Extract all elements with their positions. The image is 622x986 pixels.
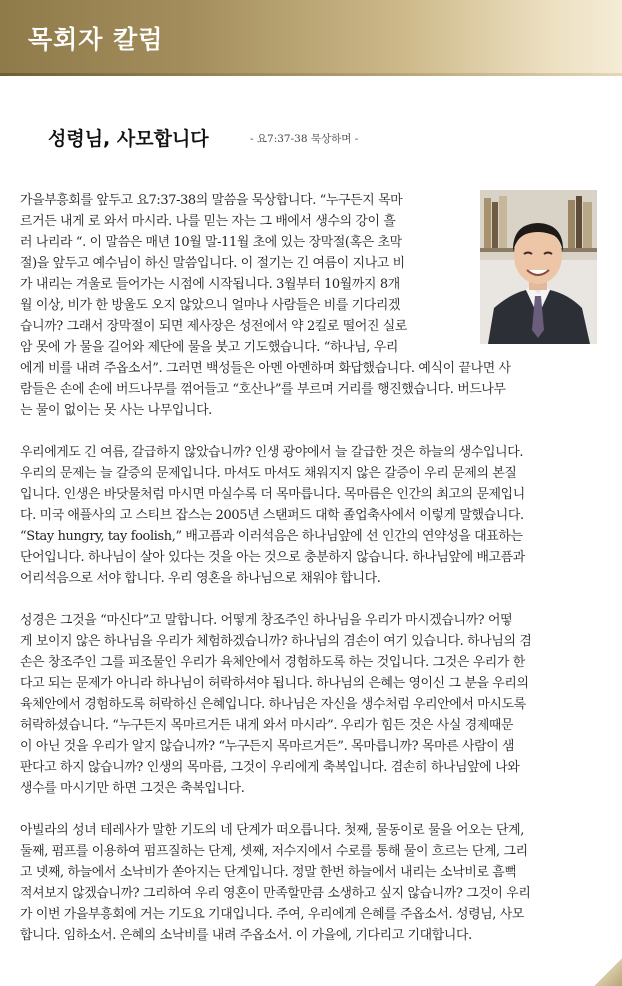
- text-line: 어리석음으로 서야 합니다. 우리 영혼을 하나님으로 채워야 합니다.: [20, 571, 381, 586]
- header-band: [0, 0, 622, 76]
- text-line: 람들은 손에 손에 버드나무를 꺾어들고 “호산나”를 부르며 거리를 행진했습니다. 버드나무: [20, 382, 506, 397]
- text-line: 고 넷째, 하늘에서 소낙비가 쏟아지는 단계입니다. 정말 한번 하늘에서 내리는 소낙비로 흠뻑: [20, 865, 517, 880]
- text-line: 습니까? 그래서 장막절이 되면 제사장은 성전에서 약 2킬로 떨어진 실로: [20, 319, 408, 334]
- text-line: 아빌라의 성녀 테레사가 말한 기도의 네 단계가 떠오릅니다. 첫째, 물동이로 물을 어오는 단계,: [20, 823, 524, 838]
- text-line: 우리의 문제는 늘 갈증의 문제입니다. 마셔도 마셔도 채워지지 않은 갈증이 우리 문제의 본질: [20, 466, 517, 481]
- text-line: 우리에게도 긴 여름, 갈급하지 않았습니까? 인생 광야에서 늘 갈급한 것은 하늘의 생수입니다.: [20, 445, 524, 460]
- text-line: 가 내리는 겨울로 들어가는 시점에 시작됩니다. 3월부터 10월까지 8개: [20, 277, 400, 292]
- paragraph-2: [20, 442, 603, 589]
- text-line: 다고 되는 문제가 아니라 하나님이 허락하셔야 됩니다. 하나님의 은혜는 영이신 그 분을 우리의: [20, 676, 529, 691]
- text-line: 러 나리라 “. 이 말씀은 매년 10월 말-11월 초에 있는 장막절(혹은 초막: [20, 235, 402, 250]
- text-line: 가을부흥회를 앞두고 요7:37-38의 말씀을 묵상합니다. “누구든지 목마: [20, 193, 403, 208]
- text-line: 게 보이지 않은 하나님을 우리가 체험하겠습니까? 하나님의 겸손이 여기 있습니다. 하나님의 겸: [20, 634, 532, 649]
- text-line: 는 물이 없이는 못 사는 나무입니다.: [20, 403, 212, 418]
- text-line: 합니다. 임하소서. 은혜의 소낙비를 내려 주옵소서. 이 가을에, 기다리고 기대합니다.: [20, 928, 472, 943]
- text-line: “Stay hungry, tay foolish,” 배고픔과 이러석음은 하나님앞에 선 인간의 연약성을 대표하는: [20, 529, 523, 544]
- text-line: 육체안에서 경험하도록 허락하신 은혜입니다. 하나님은 자신을 생수처럼 우리안에서 마시도록: [20, 697, 526, 712]
- section-title: 목회자 칼럼: [28, 25, 164, 54]
- text-line: 절)을 앞두고 예수님이 하신 말씀입니다. 이 절기는 긴 여름이 지나고 비: [20, 256, 405, 271]
- text-line: 에게 비를 내려 주옵소서”. 그러면 백성들은 아멘 아멘하며 화답했습니다. 예식이 끝나면 사: [20, 361, 511, 376]
- paragraph-3: [20, 610, 603, 799]
- paragraph-1: [20, 190, 603, 421]
- paragraph-4: [20, 820, 603, 946]
- text-line: 판다고 하지 않습니까? 인생의 목마름, 그것이 우리에게 축복입니다. 겸손히 하나님앞에 나와: [20, 760, 520, 775]
- text-line: 성경은 그것을 “마신다”고 말합니다. 어떻게 창조주인 하나님을 우리가 마시겠습니까? 어떻: [20, 613, 513, 628]
- text-line: 생수를 마시기만 하면 그것은 축복입니다.: [20, 781, 245, 796]
- page-corner-decoration: [594, 958, 622, 986]
- text-line: 암 못에 가 물을 길어와 제단에 물을 붓고 기도했습니다. “하나님, 우리: [20, 340, 398, 355]
- text-line: 월 이상, 비가 한 방울도 오지 않았으니 얼마나 사람들은 비를 기다리겠: [20, 298, 401, 313]
- text-line: 다. 미국 애플사의 고 스티브 잡스는 2005년 스탠퍼드 대학 졸업축사에서 이렇게 말했습니다.: [20, 508, 524, 523]
- text-line: 이 아닌 것을 우리가 알지 않습니까? “누구든지 목마르거든”. 목마릅니까? 목마른 사람이 샘: [20, 739, 515, 754]
- article-body: [20, 190, 603, 946]
- text-line: 허락하셨습니다. “누구든지 목마르거든 내게 와서 마시라”. 우리가 힘든 것은 사실 경제때문: [20, 718, 514, 733]
- text-line: 적셔보지 않겠습니까? 그리하여 우리 영혼이 만족할만큼 소생하고 싶지 않습니까? 그것이 우리: [20, 886, 531, 901]
- article-title: 성령님, 사모합니다: [48, 128, 209, 150]
- text-line: 단어입니다. 하나님이 살아 있다는 것을 아는 것으로 충분하지 않습니다. 하나님앞에 배고픔과: [20, 550, 525, 565]
- text-line: 입니다. 인생은 바닷물처럼 마시면 마실수록 더 목마릅니다. 목마름은 인간의 최고의 문제입니: [20, 487, 525, 502]
- text-line: 둘째, 펌프를 이용하여 펌프질하는 단계, 셋째, 저수지에서 수로를 통해 물이 흐르는 단계, 그리: [20, 844, 528, 859]
- text-line: 손은 창조주인 그를 피조물인 우리가 육체안에서 경험하도록 하는 것입니다. 그것은 우리가 한: [20, 655, 525, 670]
- text-line: 가 이번 가을부흥회에 거는 기도요 기대입니다. 주여, 우리에게 은혜를 주옵소서. 성령님, 사모: [20, 907, 524, 922]
- text-line: 르거든 내게 로 와서 마시라. 나를 믿는 자는 그 배에서 생수의 강이 흘: [20, 214, 396, 229]
- article-subtitle: - 요7:37-38 묵상하며 -: [250, 133, 359, 145]
